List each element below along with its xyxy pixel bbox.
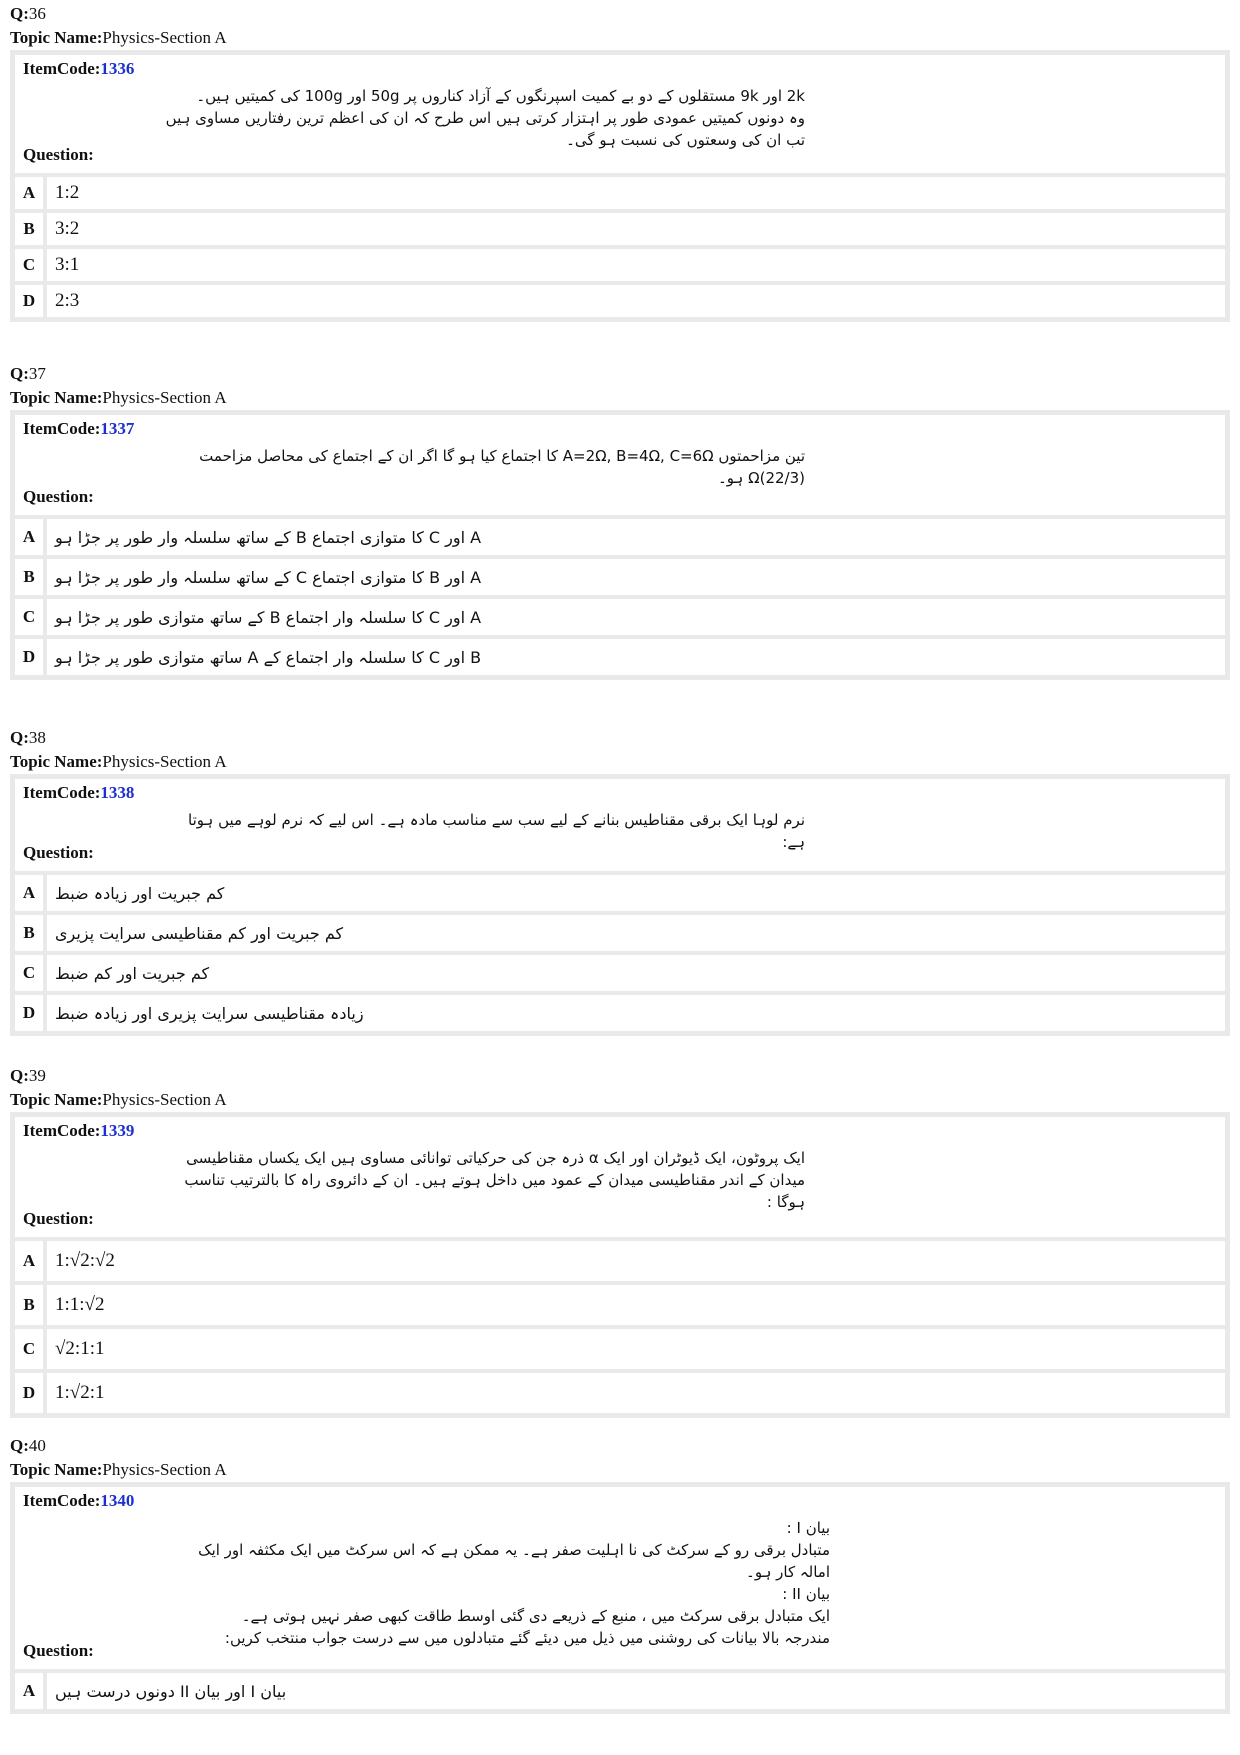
option-d[interactable]: D 2:3 [15, 285, 1225, 317]
question-label: Question: [23, 1209, 94, 1228]
option-b[interactable]: B A اور B کا متوازی اجتماع C کے ساتھ سلسلہ وار طور پر جڑا ہو [15, 559, 1225, 599]
stem-text: تین مزاحمتوں A=2Ω, B=4Ω, C=6Ω کا اجتماع کیا ہو گا اگر ان کے اجتماع کی محاصل مزاحمت (22/3)Ω ہو۔ [199, 447, 805, 487]
option-c[interactable]: C √2:1:1 [15, 1329, 1225, 1373]
question-stem [15, 779, 1225, 875]
stem-text: 2k اور 9k مستقلوں کے دو بے کمیت اسپرنگوں کے آزاد کناروں پر 50g اور 100g کی کمیتیں ہیں۔ وہ دونوں کمیتیں عمودی طور پر اہتزار کرتی ہیں اس طرح کہ ان کی اعظم ترین رفتاریں مساوی ہیں تب ان کی وسعتوں کی نسبت ہو گی۔ [165, 87, 805, 149]
question-label: Question: [23, 1641, 94, 1660]
option-a[interactable]: A 1:2 [15, 177, 1225, 213]
option-c[interactable]: C 3:1 [15, 249, 1225, 285]
question-block-40 [10, 1434, 1230, 1714]
option-b[interactable]: B 3:2 [15, 213, 1225, 249]
option-a[interactable]: A کم جبریت اور زیادہ ضبط [15, 875, 1225, 915]
question-number: Q:36 [10, 4, 46, 23]
option-d[interactable]: D 1:√2:1 [15, 1373, 1225, 1413]
stem-text: بیان I : متبادل برقی رو کے سرکٹ کی نا اہلیت صفر ہے۔ یہ ممکن ہے کہ اس سرکٹ میں ایک مکثفہ اور ایک امالہ کار ہو۔ بیان II : ایک متبادل برقی سرکٹ میں ، منبع کے ذریعے دی گئی اوسط طاقت کبھی صفر نہیں ہوتی ہے۔ مندرجہ بالا بیانات کی روشنی میں ذیل میں دیئے گئے متبادلوں میں سے درست جواب منتخب کریں: [198, 1519, 830, 1647]
question-card [10, 774, 1230, 1036]
question-card [10, 50, 1230, 322]
item-code: ItemCode:1336 [23, 59, 135, 78]
topic-line: Topic Name:Physics-Section A [10, 28, 227, 47]
question-card [10, 1112, 1230, 1418]
question-label: Question: [23, 843, 94, 862]
question-block-37 [10, 362, 1230, 680]
question-block-39 [10, 1064, 1230, 1418]
topic-line: Topic Name:Physics-Section A [10, 388, 227, 407]
question-number: Q:40 [10, 1436, 46, 1455]
item-code: ItemCode:1340 [23, 1491, 135, 1510]
option-a[interactable]: A A اور C کا متوازی اجتماع B کے ساتھ سلسلہ وار طور پر جڑا ہو [15, 519, 1225, 559]
question-stem [15, 55, 1225, 177]
option-d[interactable]: D B اور C کا سلسلہ وار اجتماع کے A ساتھ متوازی طور پر جڑا ہو [15, 639, 1225, 675]
question-number: Q:39 [10, 1066, 46, 1085]
question-block-36 [10, 2, 1230, 322]
option-a[interactable]: A بیان I اور بیان II دونوں درست ہیں [15, 1673, 1225, 1709]
question-number: Q:37 [10, 364, 46, 383]
option-a[interactable]: A 1:√2:√2 [15, 1241, 1225, 1285]
question-stem [15, 1487, 1225, 1673]
question-card [10, 1482, 1230, 1714]
option-c[interactable]: C کم جبریت اور کم ضبط [15, 955, 1225, 995]
question-block-38 [10, 726, 1230, 1036]
topic-line: Topic Name:Physics-Section A [10, 752, 227, 771]
question-card [10, 410, 1230, 680]
question-number: Q:38 [10, 728, 46, 747]
question-stem [15, 415, 1225, 519]
item-code: ItemCode:1338 [23, 783, 135, 802]
topic-line: Topic Name:Physics-Section A [10, 1090, 227, 1109]
option-b[interactable]: B 1:1:√2 [15, 1285, 1225, 1329]
question-stem [15, 1117, 1225, 1241]
topic-line: Topic Name:Physics-Section A [10, 1460, 227, 1479]
option-c[interactable]: C A اور C کا سلسلہ وار اجتماع B کے ساتھ متوازی طور پر جڑا ہو [15, 599, 1225, 639]
stem-text: ایک پروٹون، ایک ڈیوٹران اور ایک α ذرہ جن کی حرکیاتی توانائی مساوی ہیں ایک یکساں مقناطیسی میدان کے اندر مقناطیسی میدان کے عمود میں داخل ہوتے ہیں۔ ان کے دائروی راہ کا بالترتیب تناسب ہوگا : [184, 1149, 805, 1211]
question-label: Question: [23, 487, 94, 506]
option-d[interactable]: D زیادہ مقناطیسی سرایت پزیری اور زیادہ ضبط [15, 995, 1225, 1031]
item-code: ItemCode:1339 [23, 1121, 135, 1140]
stem-text: نرم لوہا ایک برقی مقناطیس بنانے کے لیے سب سے مناسب مادہ ہے۔ اس لیے کہ نرم لوہے میں ہوتا ہے: [188, 811, 805, 851]
question-label: Question: [23, 145, 94, 164]
item-code: ItemCode:1337 [23, 419, 135, 438]
option-b[interactable]: B کم جبریت اور کم مقناطیسی سرایت پزیری [15, 915, 1225, 955]
